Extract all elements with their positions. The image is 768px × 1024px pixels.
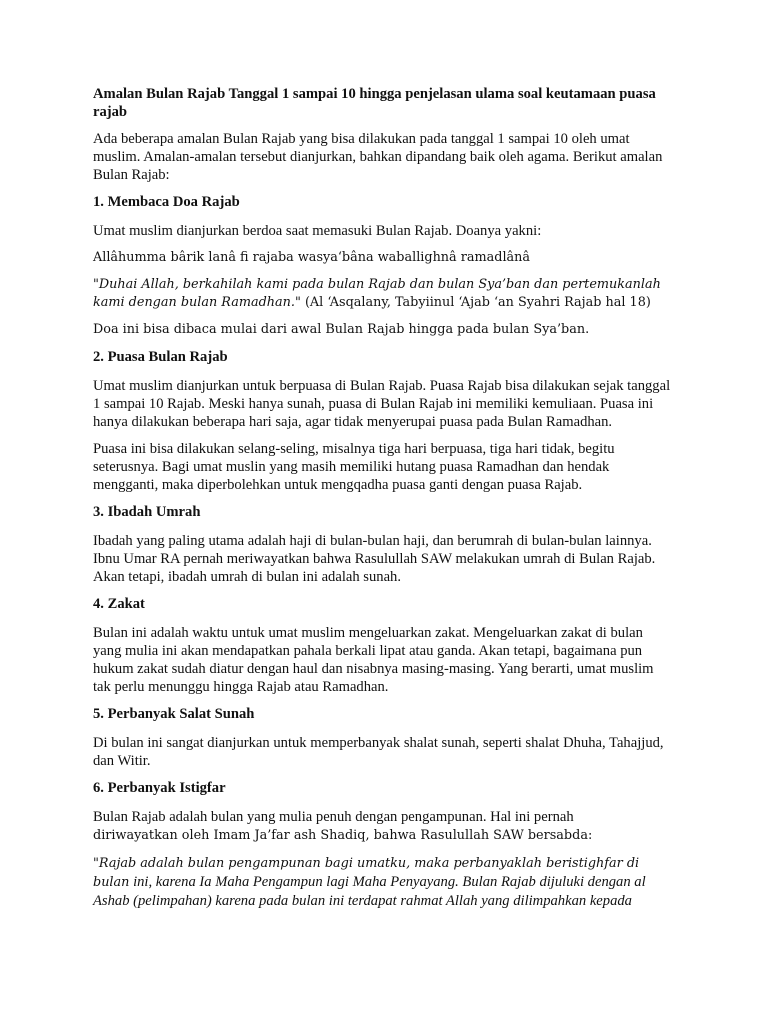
- quote-source: (Al ‘Asqalany, Tabyiinul ‘Ajab ‘an Syahri Rajab hal 18): [300, 295, 651, 310]
- section-heading-zakat: 4. Zakat: [93, 596, 145, 612]
- paragraph: Umat muslim dianjurkan berdoa saat memasuki Bulan Rajab. Doanya yakni:: [93, 223, 542, 239]
- intro-paragraph: Ada beberapa amalan Bulan Rajab yang bisa dilakukan pada tanggal 1 sampai 10 oleh umat muslim. Amalan-amalan tersebut dianjurkan, bahkan dipandang baik oleh agama. Berikut amalan Bulan Rajab:: [93, 131, 663, 183]
- paragraph-line: diriwayatkan oleh Imam Ja’far ash Shadiq, bahwa Rasulullah SAW bersabda:: [93, 828, 593, 843]
- document-page: [93, 85, 671, 910]
- article-title: Amalan Bulan Rajab Tanggal 1 sampai 10 hingga penjelasan ulama soal keutamaan puasa rajab: [93, 86, 656, 120]
- paragraph: Bulan ini adalah waktu untuk umat muslim mengeluarkan zakat. Mengeluarkan zakat di bulan yang mulia ini akan mendapatkan pahala berkali lipat atau ganda. Akan tetapi, bagaimana pun hukum zakat sudah diatur dengan haul dan nisabnya masing-masing. Yang berarti, umat muslim tak perlu menunggu hingga Rajab atau Ramadhan.: [93, 625, 654, 695]
- paragraph: Doa ini bisa dibaca mulai dari awal Bulan Rajab hingga pada bulan Sya’ban.: [93, 322, 590, 337]
- hadith-quote: [93, 854, 671, 910]
- section-heading-puasa-rajab: 2. Puasa Bulan Rajab: [93, 349, 228, 365]
- paragraph-line: Bulan Rajab adalah bulan yang mulia penuh dengan pengampunan. Hal ini pernah: [93, 809, 574, 825]
- section-heading-istigfar: 6. Perbanyak Istigfar: [93, 780, 226, 796]
- paragraph: Ibadah yang paling utama adalah haji di bulan-bulan haji, dan berumrah di bulan-bulan lainnya. Ibnu Umar RA pernah meriwayatkan bahwa Rasulullah SAW melakukan umrah di Bulan Rajab. Akan tetapi, ibadah umrah di bulan ini adalah sunah.: [93, 533, 656, 585]
- paragraph: Puasa ini bisa dilakukan selang-seling, misalnya tiga hari berpuasa, tiga hari tidak, begitu seterusnya. Bagi umat muslin yang masih memiliki hutang puasa Ramadhan dan hendak mengganti, maka diperbolehkan untuk mengqadha puasa ganti dengan puasa Rajab.: [93, 441, 615, 493]
- paragraph: [93, 808, 671, 845]
- paragraph: Umat muslim dianjurkan untuk berpuasa di Bulan Rajab. Puasa Rajab bisa dilakukan sejak tanggal 1 sampai 10 Rajab. Meski hanya sunah, puasa di Bulan Rajab ini memiliki kemuliaan. Puasa ini hanya dilakukan beberapa hari saja, agar tidak menyerupai puasa pada Bulan Ramadhan.: [93, 378, 671, 430]
- quote-line: "Rajab adalah bulan pengampunan bagi umatku, maka perbanyaklah beristighfar di bulan: [93, 856, 640, 890]
- paragraph: Di bulan ini sangat dianjurkan untuk memperbanyak shalat sunah, seperti shalat Dhuha, Tahajjud, dan Witir.: [93, 735, 664, 769]
- transliteration: Allâhumma bârik lanâ fi rajaba wasya‘bâna waballighnâ ramadlânâ: [93, 250, 531, 265]
- quote-text: "Duhai Allah, berkahilah kami pada bulan Rajab dan bulan Sya’ban dan pertemukanlah kami dengan bulan Ramadhan.": [93, 277, 661, 310]
- section-heading-salat-sunah: 5. Perbanyak Salat Sunah: [93, 706, 255, 722]
- section-heading-umrah: 3. Ibadah Umrah: [93, 504, 201, 520]
- doa-translation: [93, 276, 671, 312]
- section-heading-doa-rajab: 1. Membaca Doa Rajab: [93, 194, 240, 210]
- quote-line: ini, karena Ia Maha Pengampun lagi Maha Penyayang. Bulan Rajab dijuluki dengan al Ashab (pelimpahan) karena pada bulan ini terdapat rahmat Allah yang dilimpahkan kepada: [93, 874, 646, 909]
